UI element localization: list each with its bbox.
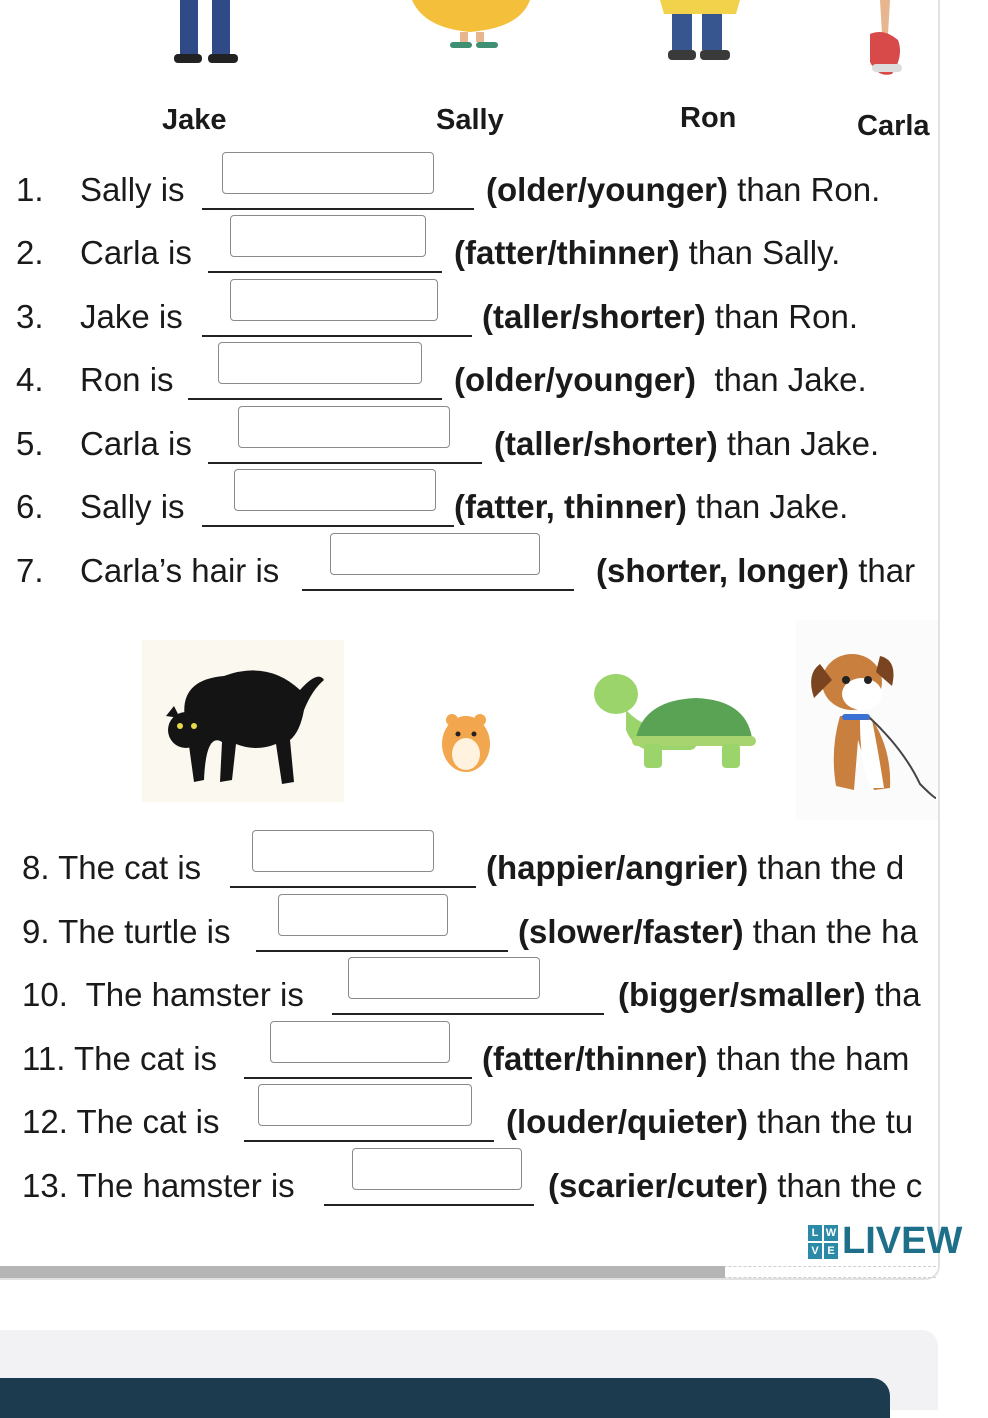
question-stem: Sally is [80,171,185,208]
answer-input-5[interactable] [238,406,450,448]
name-jake: Jake [162,104,227,136]
question-tail: (scarier/cuter) than the c [548,1167,923,1204]
answer-input-13[interactable] [352,1148,522,1190]
question-number: 1. [16,171,44,208]
name-sally: Sally [436,104,504,136]
question-stem: 9. The turtle is [22,913,231,950]
name-carla: Carla [857,110,930,142]
question-stem: 10. The hamster is [22,976,304,1013]
question-tail: (happier/angrier) than the d [486,849,905,886]
question-7 [16,551,936,591]
turtle-illustration [594,674,756,768]
question-number: 6. [16,488,44,525]
sally-dress-illustration [412,0,530,48]
jake-legs-illustration [174,0,238,63]
question-2 [16,233,936,273]
answer-input-11[interactable] [270,1021,450,1063]
answer-input-8[interactable] [252,830,434,872]
carla-shoe-illustration [870,0,902,75]
question-13 [22,1166,936,1206]
answer-input-10[interactable] [348,957,540,999]
question-number: 5. [16,425,44,462]
scroll-progress-fill[interactable] [0,1266,725,1278]
answer-input-4[interactable] [218,342,422,384]
question-9 [22,912,936,952]
question-8 [22,848,936,888]
question-number: 2. [16,234,44,271]
question-tail: (slower/faster) than the ha [518,913,918,950]
liveworksheets-logo[interactable] [808,1220,962,1263]
question-stem: Carla is [80,425,192,462]
question-stem: Carla is [80,234,192,271]
question-tail: (bigger/smaller) tha [618,976,921,1013]
question-tail: (fatter, thinner) than Jake. [454,488,849,525]
answer-input-3[interactable] [230,279,438,321]
question-stem: Ron is [80,361,174,398]
question-number: 7. [16,552,44,589]
answer-input-12[interactable] [258,1084,472,1126]
dog-illustration [796,620,938,820]
question-11 [22,1039,936,1079]
question-tail: (taller/shorter) than Jake. [494,425,880,462]
question-tail: (older/younger) than Jake. [454,361,867,398]
question-12 [22,1102,936,1142]
answer-input-1[interactable] [222,152,434,194]
brand-logo-icon: L W V E [808,1225,838,1259]
question-3 [16,297,936,337]
brand-text: LIVEW [842,1220,963,1262]
people-illustrations [0,0,938,90]
name-ron: Ron [680,102,737,134]
animal-illustrations [0,620,938,830]
question-4 [16,360,936,400]
question-stem: 13. The hamster is [22,1167,295,1204]
answer-input-7[interactable] [330,533,540,575]
question-stem: Jake is [80,298,183,335]
answer-input-2[interactable] [230,215,426,257]
answer-input-9[interactable] [278,894,448,936]
question-6 [16,487,936,527]
hamster-illustration [442,714,490,772]
ron-legs-illustration [660,0,740,60]
question-stem: 12. The cat is [22,1103,220,1140]
question-tail: (fatter/thinner) than the ham [482,1040,910,1077]
question-10 [22,975,936,1015]
question-stem: Carla’s hair is [80,552,280,589]
question-stem: Sally is [80,488,185,525]
question-5 [16,424,936,464]
question-tail: (taller/shorter) than Ron. [482,298,858,335]
cat-illustration [142,640,344,802]
question-number: 4. [16,361,44,398]
question-tail: (shorter, longer) thar [596,552,916,589]
question-number: 3. [16,298,44,335]
question-stem: 8. The cat is [22,849,202,886]
question-tail: (older/younger) than Ron. [486,171,881,208]
question-tail: (fatter/thinner) than Sally. [454,234,841,271]
question-1 [16,170,936,210]
question-tail: (louder/quieter) than the tu [506,1103,914,1140]
question-stem: 11. The cat is [22,1040,218,1077]
bottom-action-bar[interactable] [0,1378,890,1418]
answer-input-6[interactable] [234,469,436,511]
